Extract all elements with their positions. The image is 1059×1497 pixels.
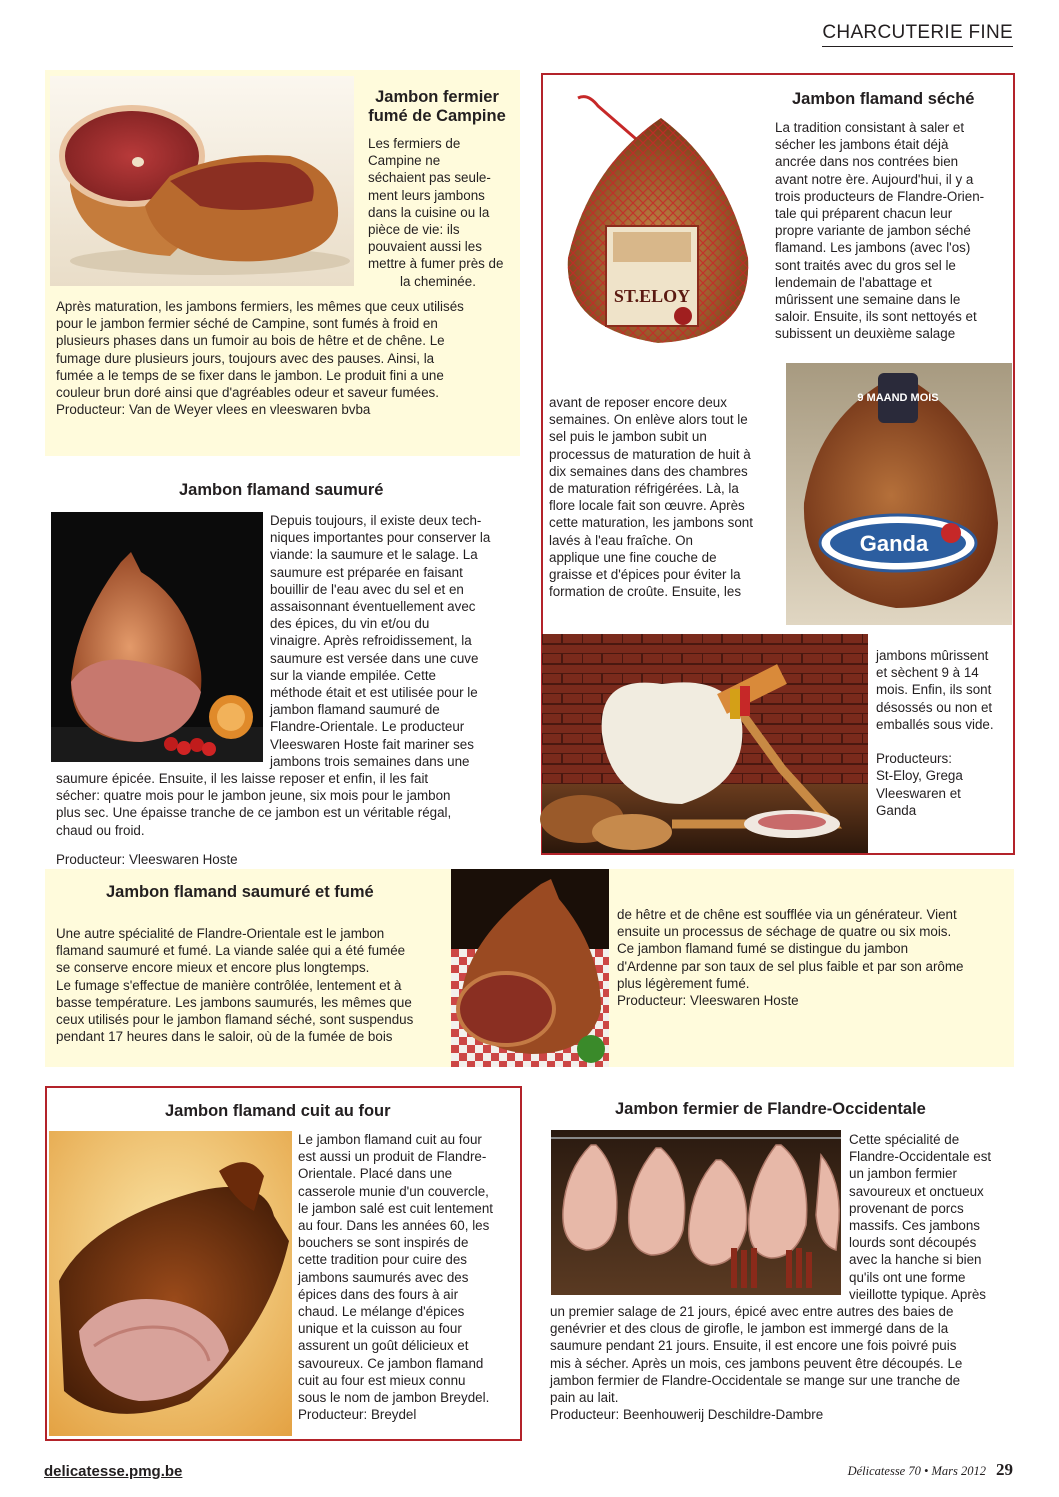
text-line: fumage dure plusieurs jours, toujours avec des pauses. Ainsi, la — [56, 350, 435, 366]
text-line: vinaigre. Après refroidissement, la — [270, 633, 472, 649]
text-line: dans la cuisine ou la — [368, 204, 490, 220]
text-line — [876, 733, 1010, 750]
text-line: Ce jambon flamand fumé se distingue du jambon — [617, 941, 909, 957]
text-line: ment leurs jambons — [368, 187, 485, 203]
text-line: cuit au four est mieux connu — [298, 1372, 466, 1388]
text-line: viande: la saumure et le salage. La — [270, 547, 478, 563]
saumure-fume-left-text — [56, 925, 448, 1045]
text-line: et sèchent 9 à 14 — [876, 665, 979, 681]
text-line: assaisonnant éventuellement avec — [270, 599, 476, 615]
ganda-badge-text: 9 MAAND MOIS — [857, 392, 939, 404]
text-line: méthode était et est utilisée pour le — [270, 685, 478, 701]
text-line: formation de croûte. Ensuite, les — [549, 584, 742, 600]
occidentale-title: Jambon fermier de Flandre-Occidentale — [615, 1100, 926, 1118]
text-line: Campine ne — [368, 153, 441, 169]
text-line: sécher les jambons était déjà — [775, 137, 949, 153]
text-line: avant notre ère. Aujourd'hui, il y a — [775, 171, 974, 187]
text-line: Ganda — [876, 802, 917, 818]
text-line: bouillir de l'eau avec du sel et en — [270, 581, 464, 597]
text-line: Cette spécialité de — [849, 1132, 960, 1147]
ganda-label-text: Ganda — [859, 531, 929, 556]
footer-issue: Délicatesse 70 • Mars 2012 — [847, 1464, 986, 1478]
text-line: Producteur: Vleeswaren Hoste — [56, 852, 238, 867]
text-line: savoureux. Ce jambon flamand — [298, 1355, 484, 1371]
text-line: casserole munie d'un couvercle, — [298, 1183, 489, 1199]
ham-stand-photo — [542, 634, 868, 853]
baked-ham-photo — [49, 1131, 292, 1436]
text-line: plus sec. Une épaisse tranche de ce jambon est un véritable régal, — [56, 805, 452, 821]
text-line: avec la hanche si bien — [849, 1252, 982, 1268]
text-line: séchaient pas seule- — [368, 170, 491, 186]
text-line: tale qui préparent chacun leur — [775, 206, 953, 222]
text-line: le jambon salé est cuit lentement — [298, 1200, 494, 1216]
saumure-body-text — [56, 770, 522, 839]
text-line: flore locale fait son œuvre. Après — [549, 498, 745, 514]
campine-side-text — [368, 135, 518, 290]
text-line: Orientale. Placé dans une — [298, 1166, 453, 1182]
text-line: se conserve encore mieux et encore plus longtemps. — [56, 960, 370, 976]
text-line: pour le jambon fermier séché de Campine, sont fumés à froid en — [56, 316, 438, 332]
text-line: St-Eloy, Grega — [876, 768, 963, 784]
text-line: processus de maturation de huit à — [549, 446, 751, 462]
text-line: propre variante de jambon séché — [775, 223, 971, 239]
text-line: saumure pendant 21 jours. Ensuite, il est encore une fois poivré puis — [550, 1338, 957, 1354]
text-line: cette maturation, les jambons sont — [549, 515, 753, 531]
text-line: mis à sécher. Après un mois, ces jambons peuvent être découpés. Le — [550, 1355, 963, 1371]
text-line: Flandre-Occidentale est — [849, 1149, 992, 1165]
text-line: chaud. Le mélange d'épices — [298, 1304, 465, 1320]
footer-url-link[interactable]: delicatesse.pmg.be — [44, 1463, 183, 1480]
text-line: dix semaines dans des chambres — [549, 463, 748, 479]
text-line: Vleeswaren et — [876, 785, 961, 801]
text-line: d'Ardenne par son taux de sel plus faible et par son arôme — [617, 958, 964, 974]
text-line: unique et la cuisson au four — [298, 1321, 462, 1337]
saumure-fume-title: Jambon flamand saumuré et fumé — [106, 883, 374, 901]
campine-body-text — [56, 298, 518, 418]
steloy-ham-photo — [558, 88, 764, 350]
text-line: flamand saumuré et fumé. La viande salée qui a été fumée — [56, 943, 406, 959]
text-line: lourds sont découpés — [849, 1235, 977, 1251]
text-line: sont traités avec du gros sel le — [775, 257, 956, 273]
text-line: fumée a le temps de se fixer dans le jambon. Le produit fini a une — [56, 367, 444, 383]
text-line: ceux utilisés pour le jambon flamand séché, sont suspendus — [56, 1012, 414, 1028]
ganda-ham-photo — [786, 363, 1012, 625]
text-line: pendant 17 heures dans le saloir, où de la fumée de bois — [56, 1029, 393, 1045]
text-line: de maturation réfrigérées. Là, la — [549, 481, 739, 497]
text-line: jambons mûrissent — [876, 648, 989, 663]
footer-right — [848, 1460, 1013, 1480]
text-line: flamand. Les jambons (avec l'os) — [775, 240, 971, 256]
text-line: plus légèrement fumé. — [617, 975, 750, 991]
text-line: saloir. Ensuite, ils sont nettoyés et — [775, 309, 977, 325]
text-line: trois producteurs de Flandre-Orien- — [775, 188, 985, 204]
text-line: sel puis le jambon subit un — [549, 429, 707, 445]
section-title: CHARCUTERIE FINE — [822, 22, 1013, 47]
text-line: Producteur: Breydel — [298, 1407, 417, 1423]
text-line: subissent un deuxième salage — [775, 326, 956, 342]
text-line: un jambon fermier — [849, 1166, 957, 1182]
saumure-side-text — [270, 512, 520, 770]
occidentale-body-text — [550, 1303, 1012, 1423]
text-line: saumure épicée. Ensuite, il les laisse reposer et enfin, il les fait — [56, 771, 429, 786]
text-line: jambon flamand saumuré de — [270, 702, 440, 718]
text-line: graisse et d'épices pour éviter la — [549, 567, 741, 583]
text-line: la cheminée. — [400, 273, 476, 289]
text-line: qu'ils ont une forme — [849, 1269, 966, 1285]
text-line: mois. Enfin, ils sont — [876, 682, 992, 698]
text-line: sécher: quatre mois pour le jambon jeune, six mois pour le jambon — [56, 788, 451, 804]
text-line: lavés à l'eau fraîche. On — [549, 532, 693, 548]
text-line: pain au lait. — [550, 1390, 619, 1406]
text-line: Vleeswaren Hoste fait mariner ses — [270, 736, 474, 752]
campine-ham-photo — [50, 76, 354, 286]
four-text — [298, 1131, 520, 1423]
text-line: est aussi un produit de Flandre- — [298, 1149, 487, 1165]
text-line: cette tradition pour cuire des — [298, 1252, 467, 1268]
text-line: Le fumage s'effectue de manière contrôlée, lentement et à — [56, 977, 402, 993]
text-line: Producteurs: — [876, 751, 952, 767]
campine-title — [357, 88, 517, 126]
text-line: Producteur: Beenhouwerij Deschildre-Dambre — [550, 1407, 824, 1423]
text-line: genévrier et des clous de girofle, le jambon est immergé dans de la — [550, 1321, 949, 1337]
text-line: désossés ou non et — [876, 699, 993, 715]
text-line: sur la viande empilée. Cette — [270, 667, 436, 683]
campine-title-line-1: Jambon fermier — [375, 88, 499, 106]
occidentale-side-text — [849, 1131, 1013, 1303]
seche-top-text — [775, 119, 1011, 343]
text-line: un premier salage de 21 jours, épicé avec entre autres des baies de — [550, 1304, 954, 1319]
text-line: bouchers se sont inspirés de — [298, 1235, 469, 1251]
text-line: provenant de porcs — [849, 1200, 964, 1216]
text-line: jambons trois semaines dans une — [270, 753, 470, 769]
text-line: pièce de vie: ils — [368, 222, 460, 238]
text-line: saumure est préparée en faisant — [270, 564, 463, 580]
text-line: Une autre spécialité de Flandre-Orientale est le jambon — [56, 926, 385, 941]
text-line: saumure est versée dans une cuve — [270, 650, 479, 666]
text-line: semaines. On enlève alors tout le — [549, 412, 748, 428]
hanging-hams-photo — [551, 1130, 841, 1295]
text-line: assurent un goût délicieux et — [298, 1338, 469, 1354]
seche-title: Jambon flamand séché — [792, 90, 975, 108]
text-line: La tradition consistant à saler et — [775, 120, 965, 135]
text-line: au four. Dans les années 60, les — [298, 1218, 490, 1234]
text-line: des épices, du vin et/ou du — [270, 616, 430, 632]
text-line: Flandre-Orientale. Le producteur — [270, 719, 465, 735]
text-line: Le jambon flamand cuit au four — [298, 1132, 482, 1147]
saumure-cut-line — [56, 851, 522, 867]
page-number: 29 — [996, 1460, 1013, 1479]
text-line: Après maturation, les jambons fermiers, les mêmes que ceux utilisés — [56, 299, 464, 314]
campine-title-line-2: fumé de Campine — [368, 107, 506, 125]
text-line: sous le nom de jambon Breydel. — [298, 1390, 490, 1406]
seche-end-text — [876, 647, 1010, 819]
text-line: Les fermiers de — [368, 136, 461, 151]
text-line: Producteur: Vleeswaren Hoste — [617, 993, 799, 1009]
text-line: jambon fermier de Flandre-Occidentale se mange sur une tranche de — [550, 1372, 961, 1388]
text-line: vieillotte typique. Après — [849, 1286, 986, 1302]
text-line: Depuis toujours, il existe deux tech- — [270, 513, 482, 528]
text-line: massifs. Ces jambons — [849, 1218, 980, 1234]
text-line: jambons saumurés avec des — [298, 1269, 469, 1285]
text-line: plusieurs phases dans un fumoir au bois de hêtre et de chêne. Le — [56, 333, 445, 349]
saumure-ham-photo — [51, 512, 263, 762]
smoked-ham-photo — [451, 869, 609, 1067]
text-line: pouvaient aussi les — [368, 239, 482, 255]
four-title: Jambon flamand cuit au four — [165, 1102, 391, 1120]
text-line: niques importantes pour conserver la — [270, 530, 491, 546]
steloy-label-text: ST.ELOY — [613, 286, 691, 306]
text-line: mûrissent une semaine dans le — [775, 292, 961, 308]
saumure-title: Jambon flamand saumuré — [179, 481, 384, 499]
text-line: ancrée dans nos contrées bien — [775, 154, 959, 170]
text-line: applique une fine couche de — [549, 549, 717, 565]
text-line: mettre à fumer près de — [368, 256, 504, 272]
text-line: Producteur: Van de Weyer vlees en vleeswaren bvba — [56, 402, 371, 418]
text-line: lendemain de l'abattage et — [775, 274, 932, 290]
text-line: de hêtre et de chêne est soufflée via un générateur. Vient — [617, 907, 957, 922]
text-line: couleur brun doré ainsi que d'agréables odeur et saveur fumées. — [56, 385, 439, 401]
saumure-fume-right-text — [617, 906, 1011, 1009]
text-line: chaud ou froid. — [56, 822, 145, 838]
text-line: avant de reposer encore deux — [549, 395, 727, 410]
text-line: basse température. Les jambons saumurés, les mêmes que — [56, 994, 412, 1010]
text-line: savoureux et onctueux — [849, 1183, 984, 1199]
seche-mid-text — [549, 394, 781, 600]
text-line: emballés sous vide. — [876, 716, 994, 732]
text-line: ensuite un processus de séchage de quatre ou six mois. — [617, 924, 952, 940]
text-line: épices dans des fours à air — [298, 1286, 459, 1302]
